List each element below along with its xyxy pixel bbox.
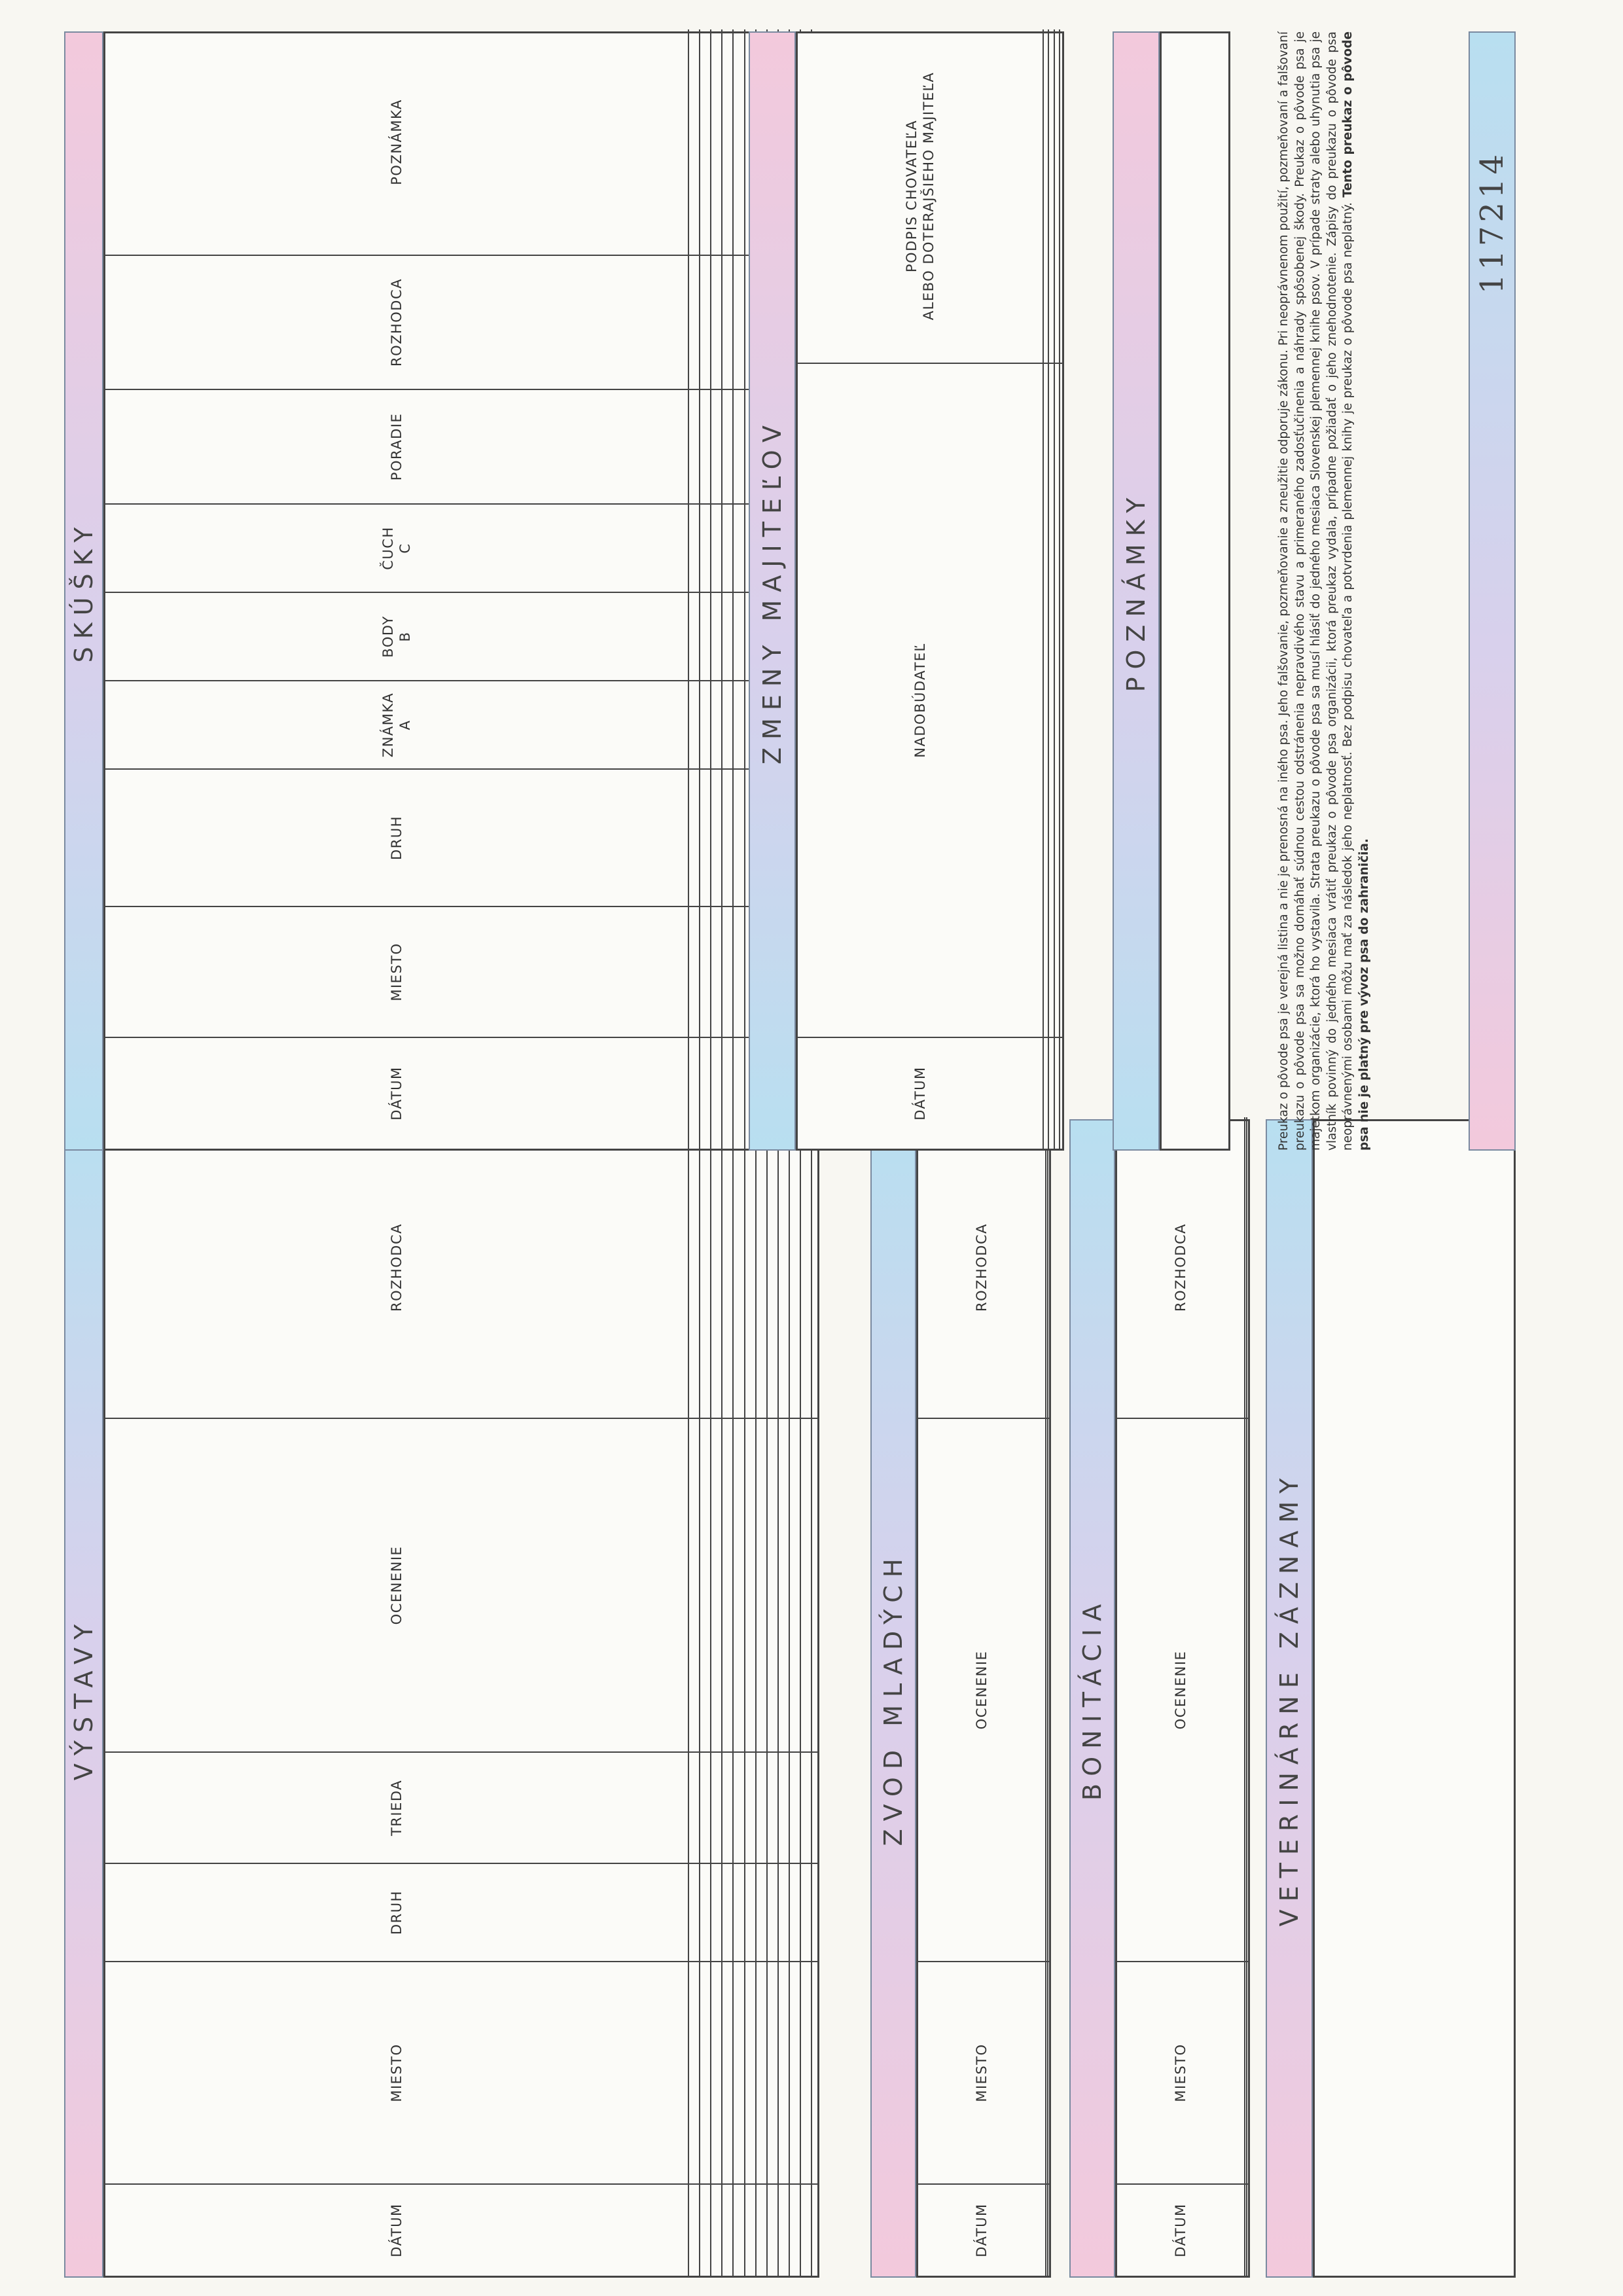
table-cell	[733, 681, 744, 769]
zvod-col-rozhodca: ROZHODCA	[918, 1117, 1046, 1418]
table-cell	[812, 1117, 817, 1418]
table-cell	[688, 1962, 700, 2184]
table-cell	[711, 592, 722, 681]
table-cell	[700, 2184, 711, 2276]
legal-notice	[1276, 31, 1472, 1151]
skusky-col-body-label: BODY	[380, 615, 396, 658]
bonitacia-col-rozhodca: ROZHODCA	[1117, 1117, 1245, 1418]
skusky-col-poznamka: POZNÁMKA	[105, 29, 688, 255]
table-cell	[722, 769, 733, 906]
table-cell	[789, 1752, 800, 1863]
table-cell	[756, 1863, 767, 1962]
table-cell	[711, 769, 722, 906]
table-cell	[778, 1117, 789, 1418]
table-cell	[1048, 1037, 1054, 1149]
vystavy-col-trieda: TRIEDA	[105, 1752, 688, 1863]
skusky-col-druh: DRUH	[105, 769, 688, 906]
table-cell	[711, 1962, 722, 2184]
table-row	[722, 1117, 733, 2276]
zmeny-col-nadobudatel: NADOBÚDATEĽ	[798, 363, 1043, 1037]
table-cell	[711, 906, 722, 1037]
table-row	[711, 29, 722, 1149]
table-cell	[722, 1962, 733, 2184]
table-row	[711, 1117, 722, 2276]
table-cell	[767, 1962, 778, 2184]
table-cell	[700, 906, 711, 1037]
table-cell	[1043, 363, 1048, 1037]
table-cell	[700, 389, 711, 504]
table-cell	[756, 1418, 767, 1752]
skusky-col-znamka-label: ZNÁMKA	[380, 692, 396, 758]
table-cell	[733, 1418, 744, 1752]
veterinarne-title: VETERINÁRNE ZÁZNAMY	[1275, 1470, 1304, 1927]
table-row	[1054, 29, 1060, 1149]
table-cell	[745, 1962, 756, 2184]
vystavy-header	[64, 1119, 103, 2278]
skusky-col-cuch-label: ČUCH	[380, 526, 396, 570]
table-cell	[778, 1962, 789, 2184]
vystavy-col-druh: DRUH	[105, 1863, 688, 1962]
table-cell	[700, 681, 711, 769]
table-cell	[733, 504, 744, 592]
table-cell	[789, 1418, 800, 1752]
bonitacia-rows	[1245, 1117, 1248, 2276]
table-cell	[711, 1117, 722, 1418]
zmeny-header	[749, 31, 796, 1151]
legal-bold: Tento preukaz o pôvode psa nie je platný pre vývoz psa do zahraničia.	[1341, 31, 1371, 1151]
table-cell	[688, 681, 700, 769]
bonitacia-col-ocenenie: OCENENIE	[1117, 1418, 1245, 1962]
table-cell	[1247, 1962, 1248, 2184]
serial-number-box	[1469, 31, 1516, 1151]
table-cell	[800, 1962, 812, 2184]
vystavy-col-ocenenie: OCENENIE	[105, 1418, 688, 1752]
table-cell	[700, 1037, 711, 1149]
table-cell	[745, 2184, 756, 2276]
table-cell	[711, 1037, 722, 1149]
zmeny-col-datum: DÁTUM	[798, 1037, 1043, 1149]
table-cell	[722, 906, 733, 1037]
table-cell	[767, 2184, 778, 2276]
table-cell	[711, 681, 722, 769]
bonitacia-col-datum: DÁTUM	[1117, 2184, 1245, 2276]
table-cell	[733, 769, 744, 906]
zvod-col-miesto: MIESTO	[918, 1962, 1046, 2184]
table-cell	[1060, 363, 1062, 1037]
table-cell	[711, 1863, 722, 1962]
table-cell	[688, 389, 700, 504]
serial-number: 117214	[1474, 151, 1510, 295]
zvod-rows	[1046, 1117, 1049, 2276]
table-cell	[733, 906, 744, 1037]
zmeny-rows	[1043, 29, 1062, 1149]
table-cell	[711, 389, 722, 504]
table-cell	[700, 1962, 711, 2184]
table-cell	[812, 1418, 817, 1752]
table-cell	[1247, 1418, 1248, 1962]
skusky-col-znamka-sub: A	[397, 719, 413, 730]
table-row	[733, 1117, 744, 2276]
table-cell	[733, 1962, 744, 2184]
table-cell	[767, 1752, 778, 1863]
table-cell	[789, 1863, 800, 1962]
table-cell	[800, 2184, 812, 2276]
table-cell	[722, 1037, 733, 1149]
table-cell	[800, 1117, 812, 1418]
table-cell	[778, 2184, 789, 2276]
skusky-col-znamka	[105, 681, 688, 769]
vystavy-rows	[688, 1117, 817, 2276]
table-cell	[789, 2184, 800, 2276]
table-cell	[722, 1863, 733, 1962]
table-cell	[812, 2184, 817, 2276]
skusky-table	[103, 31, 819, 1151]
poznamky-box	[1160, 31, 1230, 1151]
table-cell	[711, 2184, 722, 2276]
table-cell	[688, 1037, 700, 1149]
table-cell	[745, 1752, 756, 1863]
table-cell	[733, 389, 744, 504]
table-cell	[778, 1418, 789, 1752]
table-cell	[688, 1863, 700, 1962]
veterinarne-header	[1266, 1119, 1313, 2278]
table-cell	[789, 1962, 800, 2184]
table-cell	[812, 1962, 817, 2184]
table-cell	[688, 2184, 700, 2276]
skusky-col-rozhodca: ROZHODCA	[105, 255, 688, 389]
zvod-col-datum: DÁTUM	[918, 2184, 1046, 2276]
vystavy-title: VÝSTAVY	[69, 1616, 98, 1781]
table-cell	[1054, 29, 1060, 363]
table-cell	[1048, 29, 1054, 363]
poznamky-header	[1113, 31, 1160, 1151]
table-cell	[767, 1863, 778, 1962]
table-cell	[688, 906, 700, 1037]
table-cell	[1048, 1117, 1049, 1418]
table-cell	[745, 1863, 756, 1962]
bonitacia-title: BONITÁCIA	[1078, 1596, 1107, 1801]
table-row	[688, 29, 700, 1149]
table-cell	[711, 1418, 722, 1752]
table-cell	[700, 1117, 711, 1418]
table-cell	[1048, 1962, 1049, 2184]
skusky-col-miesto: MIESTO	[105, 906, 688, 1037]
table-cell	[688, 504, 700, 592]
table-cell	[722, 1117, 733, 1418]
table-row	[767, 1117, 778, 2276]
table-cell	[1054, 1037, 1060, 1149]
table-cell	[1060, 29, 1062, 363]
table-cell	[700, 1863, 711, 1962]
table-cell	[700, 1752, 711, 1863]
bonitacia-col-miesto: MIESTO	[1117, 1962, 1245, 2184]
table-cell	[1048, 1418, 1049, 1962]
table-cell	[722, 681, 733, 769]
table-row	[745, 1117, 756, 2276]
table-row	[733, 29, 744, 1149]
table-cell	[812, 1863, 817, 1962]
table-row	[1247, 1117, 1248, 2276]
table-row	[800, 1117, 812, 2276]
table-cell	[711, 255, 722, 389]
table-cell	[733, 29, 744, 255]
table-cell	[688, 1752, 700, 1863]
table-cell	[733, 1752, 744, 1863]
table-row	[778, 1117, 789, 2276]
table-cell	[700, 504, 711, 592]
skusky-col-cuch-sub: C	[397, 543, 413, 554]
vystavy-table	[103, 1119, 819, 2278]
vystavy-col-datum: DÁTUM	[105, 2184, 688, 2276]
table-cell	[688, 255, 700, 389]
skusky-col-body	[105, 592, 688, 681]
skusky-header	[64, 31, 103, 1151]
zvod-table	[916, 1119, 1051, 2278]
table-cell	[789, 1117, 800, 1418]
table-row	[1048, 1117, 1049, 2276]
table-cell	[711, 504, 722, 592]
table-cell	[1048, 2184, 1049, 2276]
table-row	[756, 1117, 767, 2276]
table-cell	[722, 255, 733, 389]
table-row	[1048, 29, 1054, 1149]
table-cell	[700, 769, 711, 906]
table-cell	[745, 1117, 756, 1418]
zvod-header	[870, 1119, 916, 2278]
table-cell	[688, 1418, 700, 1752]
vystavy-col-rozhodca: ROZHODCA	[105, 1117, 688, 1418]
table-cell	[1043, 1037, 1048, 1149]
table-cell	[722, 1418, 733, 1752]
table-cell	[688, 592, 700, 681]
table-row	[700, 1117, 711, 2276]
table-row	[812, 1117, 817, 2276]
table-cell	[722, 2184, 733, 2276]
skusky-col-datum: DÁTUM	[105, 1037, 688, 1149]
table-cell	[711, 29, 722, 255]
table-cell	[688, 29, 700, 255]
table-row	[1060, 29, 1062, 1149]
table-cell	[722, 592, 733, 681]
table-row	[1043, 29, 1048, 1149]
table-cell	[756, 1117, 767, 1418]
table-cell	[800, 1752, 812, 1863]
table-cell	[700, 592, 711, 681]
zmeny-title: ZMENY MAJITEĽOV	[758, 418, 787, 765]
skusky-title: SKÚŠKY	[69, 519, 98, 663]
table-cell	[733, 1117, 744, 1418]
bonitacia-table	[1115, 1119, 1250, 2278]
table-cell	[800, 1863, 812, 1962]
table-cell	[733, 1863, 744, 1962]
table-cell	[722, 504, 733, 592]
table-cell	[688, 1117, 700, 1418]
zvod-col-ocenenie: OCENENIE	[918, 1418, 1046, 1962]
table-cell	[722, 29, 733, 255]
table-cell	[733, 255, 744, 389]
table-cell	[756, 1962, 767, 2184]
veterinarne-box	[1313, 1119, 1516, 2278]
skusky-col-poradie: PORADIE	[105, 389, 688, 504]
table-cell	[756, 1752, 767, 1863]
table-cell	[733, 592, 744, 681]
vystavy-col-miesto: MIESTO	[105, 1962, 688, 2184]
table-cell	[722, 389, 733, 504]
zmeny-col-podpis-line2: ALEBO DOTERAJŠIEHO MAJITEĽA	[920, 71, 936, 321]
table-cell	[767, 1418, 778, 1752]
table-row	[700, 29, 711, 1149]
skusky-col-body-sub: B	[397, 631, 413, 642]
legal-text: Preukaz o pôvode psa je verejná listina a nie je prenosná na iného psa. Jeho falšovanie, pozmeňovanie a zneužitie odporuje zákonu. Pri neoprávnenom použití, pozmeňovaní a falšovaní preukazu o pôvode psa sa možno domáhať súdnou cestou odstránenia nepravdivého stavu a primeraného zadosťučinenia a náhrady spôsobenej škody. Preukaz o pôvode psa je majetkom organizácie, ktorá ho vystavila. Strata preukazu o pôvode psa sa musí hlásiť do jedného mesiaca Slovenskej plemennej knihe psov. V prípade straty alebo uhynutia psa je vlastník povinný do jedného mesiaca vrátiť preukaz o pôvode psa organizácii, ktorá preukaz vydala, prípadne požiadať o jeho znehodnotenie. Zápisy do preukazu o pôvode psa neoprávnenými osobami môžu mať za následok jeho neplatnosť. Bez podpisu chovateľa a potvrdenia plemennej knihy je preukaz o pôvode psa neplatný.	[1277, 31, 1355, 1151]
table-cell	[688, 769, 700, 906]
poznamky-title: POZNÁMKY	[1122, 490, 1150, 692]
table-cell	[812, 1752, 817, 1863]
table-row	[789, 1117, 800, 2276]
table-cell	[767, 1117, 778, 1418]
table-cell	[1054, 363, 1060, 1037]
table-cell	[1043, 29, 1048, 363]
skusky-col-cuch	[105, 504, 688, 592]
table-cell	[778, 1752, 789, 1863]
table-cell	[745, 1418, 756, 1752]
table-cell	[1060, 1037, 1062, 1149]
table-cell	[778, 1863, 789, 1962]
table-cell	[1247, 2184, 1248, 2276]
zmeny-col-podpis	[798, 29, 1043, 363]
table-cell	[711, 1752, 722, 1863]
table-cell	[756, 2184, 767, 2276]
table-cell	[700, 255, 711, 389]
table-cell	[733, 1037, 744, 1149]
table-cell	[733, 2184, 744, 2276]
bonitacia-header	[1069, 1119, 1115, 2278]
zvod-title: ZVOD MLADÝCH	[879, 1551, 908, 1846]
table-row	[688, 1117, 700, 2276]
table-row	[722, 29, 733, 1149]
table-cell	[1247, 1117, 1248, 1418]
zmeny-table	[796, 31, 1064, 1151]
table-cell	[700, 1418, 711, 1752]
zmeny-col-podpis-line1: PODPIS CHOVATEĽA	[903, 119, 919, 273]
table-cell	[800, 1418, 812, 1752]
table-cell	[700, 29, 711, 255]
table-cell	[722, 1752, 733, 1863]
table-cell	[1048, 363, 1054, 1037]
